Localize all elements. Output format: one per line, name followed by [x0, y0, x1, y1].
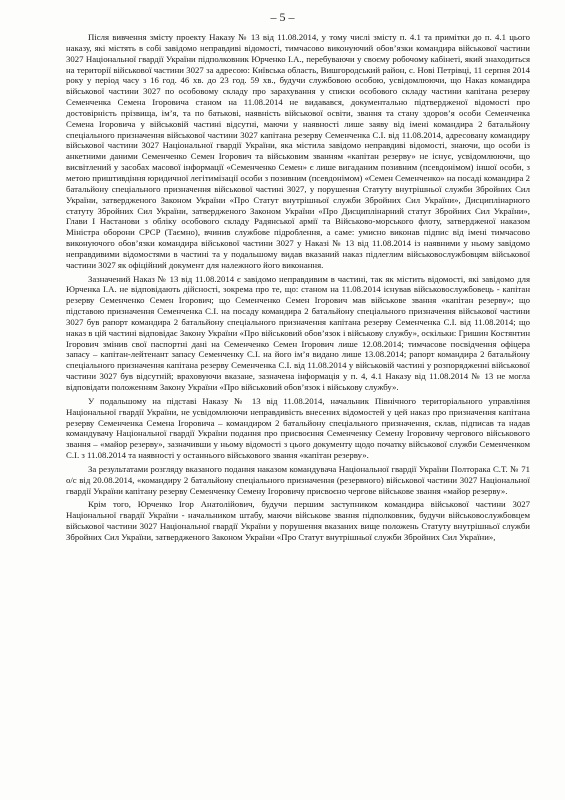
page-number: – 5 – — [270, 10, 295, 24]
document-body — [66, 32, 530, 544]
paragraph: Після вивчення змісту проекту Наказу № 13 від 11.08.2014, у тому числі змісту п. 4.1 та примітки до п. 4.1 цього наказу, які містять в собі завідомо неправдиві відомості, тимчасово виконуючий обов’язки командира військової частини 3027 Національної гвардії України підполковник Юрченко І.А., перебуваючи у своєму робочому кабінеті, який знаходиться на території військової частини 3027 за адресою: Київська область, Вишгородський район, с. Нові Петрівці, 11 серпня 2014 року у період часу з 16 год. 46 хв. до 23 год. 59 хв., будучи службовою особою, усвідомлюючи, що Наказ командира військової частини 3027 по особовому складу про зарахування у списки особового складу частини капітана резерву Семенченка Семена Ігоровича станом на 11.08.2014 не видавався, документально підтвердженої відомості про достовірність прізвища, ім’я, та по батькові, наявність військової освіти, звання та стану здоров’я особи Семенченка Семена Ігоровича у військовій частині відсутні, маючи у наявності лише заяву від імені командира 2 батальйону спеціального призначення військової частини 3027 капітана резерву Семенченка С.І. від 11.08.2014, адресовану командиру військової частини 3027 Національної гвардії України, яка містила завідомо неправдиві відомості, знаючи, що особи із анкетними даними Семенченко Семен Ігорович та військовим званням «капітан резерву» не існує, усвідомлюючи, що висвітлений у засобах масової інформації «Семенченко Семен» є лише вигаданим позивним (псевдонімом) іншої особи, з метою приштивдіння юридичної легітимізації особи з позивним (псевдонімом) «Семен Семенченко» на посаді командира 2 батальйону спеціального призначення військової частині 3027, у порушення Статуту внутрішньої служби Збройних Сил України, затвердженого Законом України «Про Статут внутрішньої служби Збройних Сил України», Дисциплінарного статуту Збройних Сил України, затвердженого Законом України «Про Дисциплінарний статут Збройних Сил України», Глави І Настанови з обліку особового складу Радянської армії та Військово-морського флоту, затвердженої наказом Міністра оборони СРСР (Таємно), вчинив службове підроблення, а саме: умисно виконав підпис від імені тимчасово виконуючого обов’язки командира військової частини 3027 у Наказі № 13 від 11.08.2014 із наявними у ньому завідомо неправдивими відомостями в частині та у подальшому видав вказаний наказ підлеглим військовослужбовцям військової частини 3027 як офіційний документ для належного його виконання. — [66, 32, 530, 270]
paragraph: Зазначений Наказ № 13 від 11.08.2014 є завідомо неправдивим в частині, так як містить відомості, які завідомо для Юрченка І.А. не відповідають дійсності, зокрема про те, що: станом на 11.08.2014 існував військовослужбовець - капітан резерву Семенченко Семен Ігорович; що Семенченко Семен Ігорович мав військове звання «капітан резерву»; що підставою призначення Семенченка С.І. на посаду командира 2 батальйону спеціального призначення військової частини 3027 був рапорт командира 2 батальйону спеціального призначення капітана резерву Семенченка С.І. від 11.08.2014; що наказ в цій частині відповідає Закону України «Про військовий обов’язок і військову службу», оскільки: Гришин Костянтин Ігорович змінив свої паспортні дані на Семенченко Семен Ігорович лише 12.08.2014; тимчасове посвідчення офіцера запасу – капітан-лейтенант запасу Семенченку С.І. на його ім’я видано лише 13.08.2014; рапорт командира 2 батальйону спеціального призначення капітана резерву Семенченка С.І. від 11.08.2014 у військовій частині у розпорядженні військової частини 3027 був відсутній; враховуючи вказане, зазначена інформація у п. 4, 4.1 Наказу від 11.08.2014 № 13 не могла відповідати положенням Закону України «Про військовий обов’язок і військову службу». — [66, 273, 530, 392]
paragraph: Крім того, Юрченко Ігор Анатолійович, будучи першим заступником командира військової частини 3027 Національної гвардії України - начальником штабу, маючи військове звання підполковник, будучи військовослужбовцем військової частини 3027 Національної гвардії України у порушення вказаних вище положень Статуту внутрішньої служби Збройних Сил України, затвердженого Законом України «Про Статут внутрішньої служби Збройних Сил України», — [66, 499, 530, 542]
paragraph: У подальшому на підставі Наказу № 13 від 11.08.2014, начальник Північного територіального управління Національної гвардії України, не усвідомлюючи неправдивість внесених відомостей у цей наказ про призначення капітана резерву Семенченка Семена Ігоровича – командиром 2 батальйону спеціального призначення, склав, підписав та надав командувачу Національної гвардії України подання про присвоєння Семенченку Семену Ігоровичу чергового військового звання – «майор резерву», зазначивши у ньому відомості з цього документу щодо початку військової служби Семенченком С.І. з 11.08.2014 та наявності у останнього військового звання «капітан резерву». — [66, 395, 530, 461]
paragraph: За результатами розгляду вказаного подання наказом командувача Національної гвардії України Полторака С.Т. № 71 о/с від 20.08.2014, «командиру 2 батальйону спеціального призначення (резервного) військової частини 3027 Національної гвардії України капітану резерву Семенченку Семену Ігоровичу присвоєно чергове військове звання «майор резерву». — [66, 463, 530, 496]
